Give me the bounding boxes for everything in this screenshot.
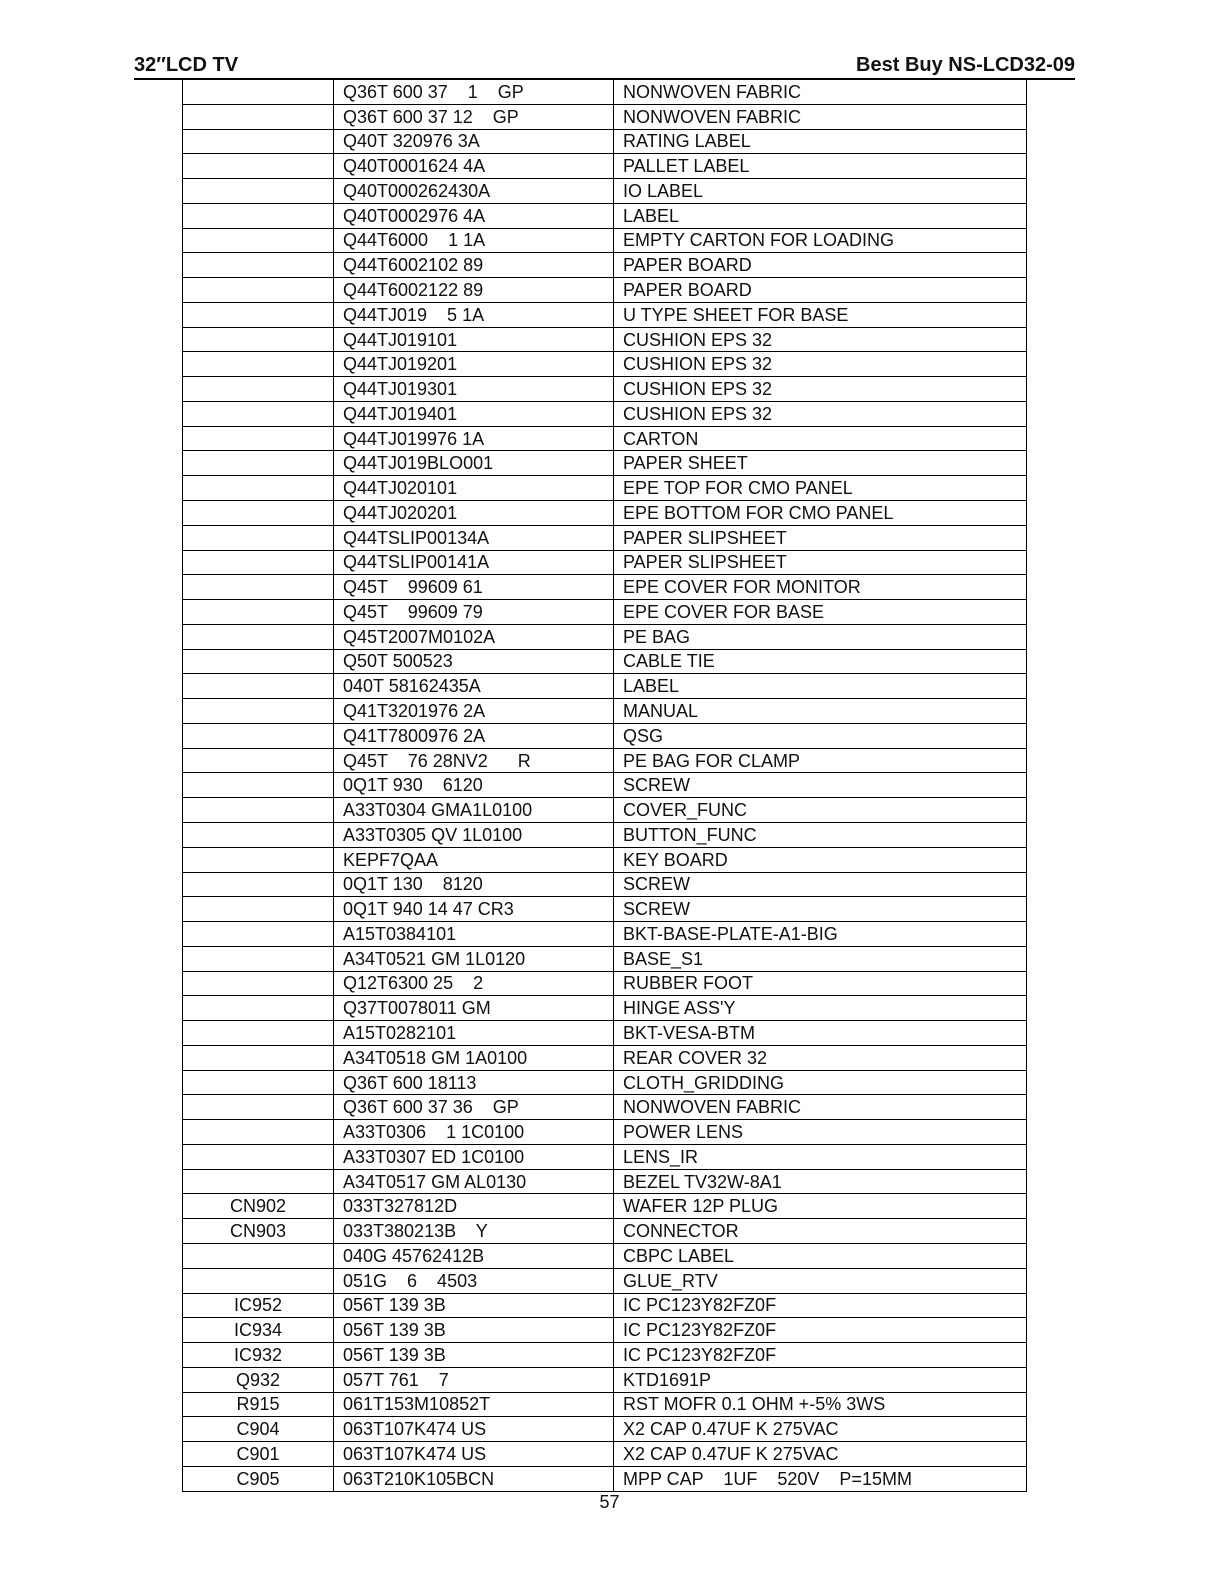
table-row — [183, 501, 1027, 526]
part-number-cell: 057T 761 7 — [334, 1367, 614, 1392]
description-cell: POWER LENS — [614, 1120, 1027, 1145]
description-cell: X2 CAP 0.47UF K 275VAC — [614, 1417, 1027, 1442]
table-row — [183, 1045, 1027, 1070]
part-number-cell: A34T0518 GM 1A0100 — [334, 1045, 614, 1070]
table-row — [183, 1293, 1027, 1318]
table-row — [183, 674, 1027, 699]
ref-cell — [183, 971, 334, 996]
part-number-cell: 033T380213B Y — [334, 1219, 614, 1244]
ref-cell — [183, 674, 334, 699]
description-cell: COVER_FUNC — [614, 798, 1027, 823]
description-cell: CUSHION EPS 32 — [614, 401, 1027, 426]
description-cell: BEZEL TV32W-8A1 — [614, 1169, 1027, 1194]
parts-table — [182, 79, 1027, 1492]
description-cell: SCREW — [614, 897, 1027, 922]
description-cell: BUTTON_FUNC — [614, 822, 1027, 847]
part-number-cell: Q44T6002122 89 — [334, 278, 614, 303]
ref-cell — [183, 352, 334, 377]
ref-cell — [183, 327, 334, 352]
description-cell: CUSHION EPS 32 — [614, 352, 1027, 377]
description-cell: REAR COVER 32 — [614, 1045, 1027, 1070]
description-cell: IC PC123Y82FZ0F — [614, 1293, 1027, 1318]
ref-cell — [183, 748, 334, 773]
table-row — [183, 129, 1027, 154]
description-cell: X2 CAP 0.47UF K 275VAC — [614, 1442, 1027, 1467]
table-row — [183, 971, 1027, 996]
table-row — [183, 1268, 1027, 1293]
ref-cell — [183, 179, 334, 204]
ref-cell — [183, 1243, 334, 1268]
table-row — [183, 80, 1027, 105]
table-row — [183, 1392, 1027, 1417]
table-row — [183, 302, 1027, 327]
description-cell: CONNECTOR — [614, 1219, 1027, 1244]
table-row — [183, 352, 1027, 377]
table-row — [183, 1343, 1027, 1368]
description-cell: NONWOVEN FABRIC — [614, 104, 1027, 129]
table-row — [183, 476, 1027, 501]
ref-cell — [183, 401, 334, 426]
part-number-cell: Q36T 600 18113 — [334, 1070, 614, 1095]
description-cell: NONWOVEN FABRIC — [614, 1095, 1027, 1120]
ref-cell — [183, 600, 334, 625]
ref-cell — [183, 624, 334, 649]
part-number-cell: Q40T0002976 4A — [334, 203, 614, 228]
table-row — [183, 1070, 1027, 1095]
part-number-cell: Q44T6002102 89 — [334, 253, 614, 278]
part-number-cell: 040G 45762412B — [334, 1243, 614, 1268]
part-number-cell: A33T0304 GMA1L0100 — [334, 798, 614, 823]
part-number-cell: Q44TJ020201 — [334, 501, 614, 526]
part-number-cell: A33T0307 ED 1C0100 — [334, 1144, 614, 1169]
description-cell: CBPC LABEL — [614, 1243, 1027, 1268]
ref-cell — [183, 154, 334, 179]
part-number-cell: Q12T6300 25 2 — [334, 971, 614, 996]
ref-cell — [183, 773, 334, 798]
ref-cell — [183, 228, 334, 253]
table-row — [183, 377, 1027, 402]
ref-cell — [183, 1070, 334, 1095]
part-number-cell: Q44TJ019201 — [334, 352, 614, 377]
description-cell: RATING LABEL — [614, 129, 1027, 154]
ref-cell: IC934 — [183, 1318, 334, 1343]
table-row — [183, 946, 1027, 971]
part-number-cell: Q37T0078011 GM — [334, 996, 614, 1021]
ref-cell: CN903 — [183, 1219, 334, 1244]
description-cell: PAPER BOARD — [614, 278, 1027, 303]
part-number-cell: KEPF7QAA — [334, 847, 614, 872]
ref-cell: R915 — [183, 1392, 334, 1417]
table-row — [183, 525, 1027, 550]
part-number-cell: Q36T 600 37 1 GP — [334, 80, 614, 105]
description-cell: PAPER BOARD — [614, 253, 1027, 278]
description-cell: KTD1691P — [614, 1367, 1027, 1392]
description-cell: BASE_S1 — [614, 946, 1027, 971]
table-row — [183, 1194, 1027, 1219]
part-number-cell: 056T 139 3B — [334, 1318, 614, 1343]
table-row — [183, 649, 1027, 674]
table-row — [183, 203, 1027, 228]
table-row — [183, 1021, 1027, 1046]
page-number: 57 — [599, 1492, 620, 1512]
description-cell: EPE COVER FOR MONITOR — [614, 575, 1027, 600]
ref-cell: Q932 — [183, 1367, 334, 1392]
description-cell: U TYPE SHEET FOR BASE — [614, 302, 1027, 327]
part-number-cell: 0Q1T 940 14 47 CR3 — [334, 897, 614, 922]
description-cell: CUSHION EPS 32 — [614, 377, 1027, 402]
ref-cell — [183, 451, 334, 476]
ref-cell: IC932 — [183, 1343, 334, 1368]
part-number-cell: Q44TSLIP00134A — [334, 525, 614, 550]
description-cell: PAPER SLIPSHEET — [614, 550, 1027, 575]
description-cell: LABEL — [614, 203, 1027, 228]
table-row — [183, 1417, 1027, 1442]
table-row — [183, 1120, 1027, 1145]
ref-cell — [183, 1095, 334, 1120]
table-row — [183, 1367, 1027, 1392]
ref-cell — [183, 1120, 334, 1145]
description-cell: PAPER SHEET — [614, 451, 1027, 476]
part-number-cell: Q50T 500523 — [334, 649, 614, 674]
ref-cell — [183, 203, 334, 228]
ref-cell — [183, 723, 334, 748]
part-number-cell: Q44T6000 1 1A — [334, 228, 614, 253]
table-row — [183, 699, 1027, 724]
table-row — [183, 104, 1027, 129]
part-number-cell: A33T0306 1 1C0100 — [334, 1120, 614, 1145]
table-row — [183, 1144, 1027, 1169]
part-number-cell: A33T0305 QV 1L0100 — [334, 822, 614, 847]
table-row — [183, 1243, 1027, 1268]
description-cell: WAFER 12P PLUG — [614, 1194, 1027, 1219]
ref-cell — [183, 476, 334, 501]
part-number-cell: 063T210K105BCN — [334, 1466, 614, 1491]
part-number-cell: Q44TSLIP00141A — [334, 550, 614, 575]
part-number-cell: Q45T 76 28NV2 R — [334, 748, 614, 773]
description-cell: RST MOFR 0.1 OHM +-5% 3WS — [614, 1392, 1027, 1417]
part-number-cell: Q44TJ019 5 1A — [334, 302, 614, 327]
table-row — [183, 1169, 1027, 1194]
ref-cell: C905 — [183, 1466, 334, 1491]
part-number-cell: Q45T 99609 79 — [334, 600, 614, 625]
ref-cell — [183, 278, 334, 303]
ref-cell — [183, 872, 334, 897]
header-model: 32″LCD TV — [134, 54, 239, 76]
part-number-cell: 0Q1T 930 6120 — [334, 773, 614, 798]
part-number-cell: A34T0521 GM 1L0120 — [334, 946, 614, 971]
table-row — [183, 872, 1027, 897]
description-cell: EPE COVER FOR BASE — [614, 600, 1027, 625]
description-cell: SCREW — [614, 773, 1027, 798]
description-cell: IC PC123Y82FZ0F — [614, 1343, 1027, 1368]
part-number-cell: Q36T 600 37 12 GP — [334, 104, 614, 129]
part-number-cell: Q40T 320976 3A — [334, 129, 614, 154]
description-cell: EPE BOTTOM FOR CMO PANEL — [614, 501, 1027, 526]
description-cell: CARTON — [614, 426, 1027, 451]
ref-cell — [183, 575, 334, 600]
part-number-cell: 0Q1T 130 8120 — [334, 872, 614, 897]
description-cell: CUSHION EPS 32 — [614, 327, 1027, 352]
table-row — [183, 179, 1027, 204]
table-row — [183, 1442, 1027, 1467]
table-row — [183, 575, 1027, 600]
description-cell: LABEL — [614, 674, 1027, 699]
description-cell: PE BAG — [614, 624, 1027, 649]
table-row — [183, 401, 1027, 426]
ref-cell — [183, 649, 334, 674]
ref-cell — [183, 377, 334, 402]
ref-cell: CN902 — [183, 1194, 334, 1219]
table-row — [183, 327, 1027, 352]
ref-cell — [183, 922, 334, 947]
description-cell: PAPER SLIPSHEET — [614, 525, 1027, 550]
table-row — [183, 773, 1027, 798]
ref-cell — [183, 946, 334, 971]
part-number-cell: Q44TJ020101 — [334, 476, 614, 501]
part-number-cell: 040T 58162435A — [334, 674, 614, 699]
part-number-cell: A15T0384101 — [334, 922, 614, 947]
table-row — [183, 426, 1027, 451]
part-number-cell: Q44TJ019BLO001 — [334, 451, 614, 476]
header-product: Best Buy NS-LCD32-09 — [856, 54, 1075, 76]
ref-cell — [183, 996, 334, 1021]
ref-cell — [183, 1045, 334, 1070]
description-cell: LENS_IR — [614, 1144, 1027, 1169]
description-cell: BKT-BASE-PLATE-A1-BIG — [614, 922, 1027, 947]
table-row — [183, 723, 1027, 748]
table-row — [183, 1466, 1027, 1491]
table-row — [183, 1219, 1027, 1244]
table-row — [183, 822, 1027, 847]
ref-cell — [183, 822, 334, 847]
part-number-cell: Q45T2007M0102A — [334, 624, 614, 649]
part-number-cell: 063T107K474 US — [334, 1417, 614, 1442]
ref-cell — [183, 253, 334, 278]
table-row — [183, 1095, 1027, 1120]
part-number-cell: Q36T 600 37 36 GP — [334, 1095, 614, 1120]
description-cell: PE BAG FOR CLAMP — [614, 748, 1027, 773]
table-row — [183, 228, 1027, 253]
ref-cell — [183, 897, 334, 922]
description-cell: RUBBER FOOT — [614, 971, 1027, 996]
part-number-cell: Q44TJ019101 — [334, 327, 614, 352]
part-number-cell: 061T153M10852T — [334, 1392, 614, 1417]
part-number-cell: 056T 139 3B — [334, 1343, 614, 1368]
table-row — [183, 624, 1027, 649]
description-cell: KEY BOARD — [614, 847, 1027, 872]
part-number-cell: Q45T 99609 61 — [334, 575, 614, 600]
description-cell: MANUAL — [614, 699, 1027, 724]
part-number-cell: Q40T0001624 4A — [334, 154, 614, 179]
ref-cell — [183, 847, 334, 872]
table-row — [183, 798, 1027, 823]
ref-cell — [183, 80, 334, 105]
ref-cell: IC952 — [183, 1293, 334, 1318]
part-number-cell: 051G 6 4503 — [334, 1268, 614, 1293]
ref-cell — [183, 1144, 334, 1169]
table-row — [183, 253, 1027, 278]
table-row — [183, 600, 1027, 625]
ref-cell: C901 — [183, 1442, 334, 1467]
description-cell: CABLE TIE — [614, 649, 1027, 674]
table-row — [183, 278, 1027, 303]
table-row — [183, 451, 1027, 476]
ref-cell — [183, 798, 334, 823]
table-row — [183, 748, 1027, 773]
table-row — [183, 922, 1027, 947]
ref-cell — [183, 129, 334, 154]
description-cell: MPP CAP 1UF 520V P=15MM — [614, 1466, 1027, 1491]
description-cell: PALLET LABEL — [614, 154, 1027, 179]
part-number-cell: 056T 139 3B — [334, 1293, 614, 1318]
description-cell: EMPTY CARTON FOR LOADING — [614, 228, 1027, 253]
part-number-cell: Q44TJ019301 — [334, 377, 614, 402]
ref-cell — [183, 1021, 334, 1046]
ref-cell: C904 — [183, 1417, 334, 1442]
table-row — [183, 897, 1027, 922]
description-cell: IC PC123Y82FZ0F — [614, 1318, 1027, 1343]
part-number-cell: Q41T7800976 2A — [334, 723, 614, 748]
ref-cell — [183, 501, 334, 526]
part-number-cell: A15T0282101 — [334, 1021, 614, 1046]
description-cell: HINGE ASS'Y — [614, 996, 1027, 1021]
table-row — [183, 154, 1027, 179]
ref-cell — [183, 699, 334, 724]
description-cell: NONWOVEN FABRIC — [614, 80, 1027, 105]
table-row — [183, 847, 1027, 872]
table-row — [183, 996, 1027, 1021]
part-number-cell: 033T327812D — [334, 1194, 614, 1219]
description-cell: BKT-VESA-BTM — [614, 1021, 1027, 1046]
ref-cell — [183, 525, 334, 550]
part-number-cell: Q41T3201976 2A — [334, 699, 614, 724]
description-cell: QSG — [614, 723, 1027, 748]
ref-cell — [183, 104, 334, 129]
description-cell: CLOTH_GRIDDING — [614, 1070, 1027, 1095]
part-number-cell: Q40T000262430A — [334, 179, 614, 204]
ref-cell — [183, 1268, 334, 1293]
page-header — [134, 54, 1075, 80]
description-cell: GLUE_RTV — [614, 1268, 1027, 1293]
part-number-cell: 063T107K474 US — [334, 1442, 614, 1467]
description-cell: SCREW — [614, 872, 1027, 897]
part-number-cell: A34T0517 GM AL0130 — [334, 1169, 614, 1194]
ref-cell — [183, 426, 334, 451]
ref-cell — [183, 1169, 334, 1194]
table-row — [183, 550, 1027, 575]
description-cell: IO LABEL — [614, 179, 1027, 204]
part-number-cell: Q44TJ019976 1A — [334, 426, 614, 451]
part-number-cell: Q44TJ019401 — [334, 401, 614, 426]
ref-cell — [183, 550, 334, 575]
table-row — [183, 1318, 1027, 1343]
ref-cell — [183, 302, 334, 327]
description-cell: EPE TOP FOR CMO PANEL — [614, 476, 1027, 501]
